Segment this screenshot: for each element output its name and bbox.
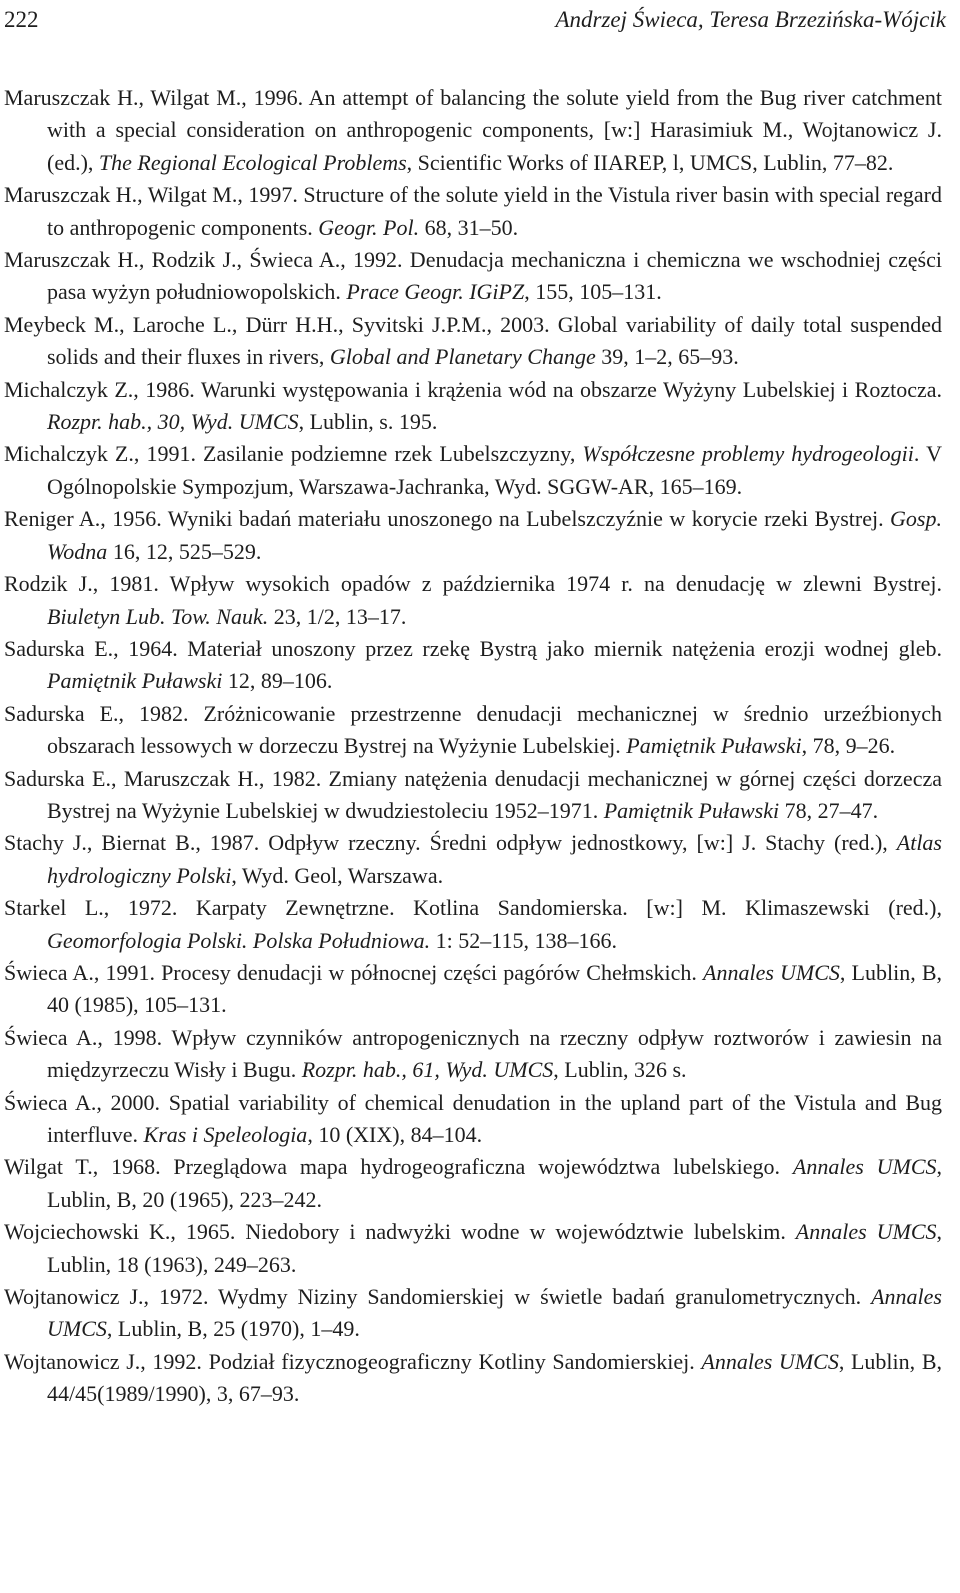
reference-italic-text: Geomorfologia Polski. Polska Południowa. bbox=[47, 927, 431, 953]
reference-entry bbox=[4, 374, 942, 439]
reference-text: , Lublin, B, 44/45(1989/1990), 3, 67–93. bbox=[47, 1348, 942, 1407]
reference-italic-text: Global and Planetary Change bbox=[329, 344, 596, 370]
reference-text: Stachy J., Biernat B., 1987. Odpływ rzeczny. Średni odpływ jednostkowy, [w:] J. Stachy (red.), bbox=[4, 830, 897, 856]
reference-italic-text: Pamiętnik Puławski bbox=[603, 797, 780, 823]
reference-text: Świeca A., 2000. Spatial variability of chemical denudation in the upland part of the Vistula and Bug interfluve. bbox=[4, 1089, 942, 1147]
reference-italic-text: Atlas hydrologiczny Polski bbox=[47, 830, 942, 888]
reference-entry bbox=[4, 82, 942, 179]
reference-entry bbox=[4, 1151, 942, 1216]
reference-text: Sadurska E., 1964. Materiał unoszony przez rzekę Bystrą jako miernik natężenia erozji wodnej gleb. bbox=[4, 635, 942, 661]
reference-text: Maruszczak H., Wilgat M., 1996. An attempt of balancing the solute yield from the Bug river catchment with a special consideration on anthropogenic components, [w:] Harasimiuk M., Wojtanowicz J. (ed.), bbox=[4, 85, 942, 175]
reference-text: Świeca A., 1998. Wpływ czynników antropogenicznych na rzeczny odpływ roztworów i zawiesin na międzyrzeczu Wisły i Bugu. bbox=[4, 1024, 942, 1083]
reference-text: Wojtanowicz J., 1972. Wydmy Niziny Sandomierskiej w świetle badań granulometrycznych. bbox=[4, 1284, 872, 1310]
reference-text: 1: 52–115, 138–166. bbox=[430, 927, 617, 953]
reference-text: Starkel L., 1972. Karpaty Zewnętrzne. Kotlina Sandomierska. [w:] M. Klimaszewski (red.), bbox=[4, 895, 942, 921]
reference-text: 16, 12, 525–529. bbox=[107, 538, 262, 564]
page-number: 222 bbox=[4, 7, 39, 32]
reference-text: , 78, 9–26. bbox=[801, 733, 896, 759]
reference-text: , Lublin, s. 195. bbox=[298, 409, 438, 435]
reference-text: , Lublin, B, 40 (1985), 105–131. bbox=[47, 959, 942, 1018]
reference-italic-text: Annales UMCS bbox=[792, 1154, 937, 1180]
reference-italic-text: Annales UMCS bbox=[795, 1219, 937, 1245]
reference-text: Maruszczak H., Rodzik J., Świeca A., 1992. Denudacja mechaniczna i chemiczna we wschodniej części pasa wyżyn południowopolskich. bbox=[4, 247, 942, 305]
reference-text: 12, 89–106. bbox=[222, 668, 333, 694]
running-title: Andrzej Świeca, Teresa Brzezińska-Wójcik bbox=[555, 7, 946, 32]
reference-italic-text: Annales UMCS bbox=[701, 1348, 839, 1374]
reference-italic-text: Annales UMCS bbox=[47, 1284, 942, 1342]
reference-text: , Lublin, B, 20 (1965), 223–242. bbox=[47, 1154, 942, 1212]
reference-entry bbox=[4, 1346, 942, 1411]
reference-text: , Scientific Works of IIAREP, l, UMCS, Lublin, 77–82. bbox=[406, 149, 894, 175]
reference-italic-text: Rozpr. hab., 30, Wyd. UMCS bbox=[47, 409, 299, 435]
page-header bbox=[4, 0, 946, 40]
reference-text: Sadurska E., 1982. Zróżnicowanie przestrzenne denudacji mechanicznej w średnio urzeźbionych obszarach lessowych w dorzeczu Bystrej na Wyżynie Lubelskiej. bbox=[4, 700, 942, 759]
reference-italic-text: Pamiętnik Puławski bbox=[47, 668, 223, 694]
reference-entry bbox=[4, 1087, 942, 1152]
reference-entry bbox=[4, 179, 942, 244]
reference-text: 23, 1/2, 13–17. bbox=[268, 603, 407, 629]
reference-text: Świeca A., 1991. Procesy denudacji w północnej części pagórów Chełmskich. bbox=[4, 959, 704, 985]
reference-text: 68, 31–50. bbox=[419, 214, 519, 240]
reference-text: Rodzik J., 1981. Wpływ wysokich opadów z października 1974 r. na denudację w zlewni Bystrej. bbox=[4, 571, 942, 597]
reference-entry bbox=[4, 568, 942, 633]
reference-italic-text: Pamiętnik Puławski bbox=[626, 733, 802, 759]
reference-text: Sadurska E., Maruszczak H., 1982. Zmiany natężenia denudacji mechanicznej w górnej części dorzecza Bystrej na Wyżynie Lubelskiej w dwudziestoleciu 1952–1971. bbox=[4, 765, 942, 823]
reference-entry bbox=[4, 244, 942, 309]
reference-italic-text: Gosp. Wodna bbox=[47, 506, 942, 564]
reference-text: . V Ogólnopolskie Sympozjum, Warszawa-Jachranka, Wyd. SGGW-AR, 165–169. bbox=[47, 441, 942, 499]
reference-italic-text: Geogr. Pol. bbox=[318, 214, 420, 240]
reference-text: , 155, 105–131. bbox=[524, 279, 662, 305]
reference-text: Wojtanowicz J., 1992. Podział fizycznogeograficzny Kotliny Sandomierskiej. bbox=[4, 1348, 702, 1374]
reference-text: Wilgat T., 1968. Przeglądowa mapa hydrogeograficzna województwa lubelskiego. bbox=[4, 1154, 793, 1180]
reference-entry bbox=[4, 698, 942, 763]
reference-text: 39, 1–2, 65–93. bbox=[595, 344, 739, 370]
reference-italic-text: Biuletyn Lub. Tow. Nauk. bbox=[47, 603, 269, 629]
reference-text: Maruszczak H., Wilgat M., 1997. Structure of the solute yield in the Vistula river basin with special regard to anthropogenic components. bbox=[4, 182, 942, 240]
reference-text: Michalczyk Z., 1986. Warunki występowania i krążenia wód na obszarze Wyżyny Lubelskiej i Roztocza. bbox=[4, 376, 942, 402]
reference-entry bbox=[4, 438, 942, 503]
reference-text: 78, 27–47. bbox=[779, 797, 879, 823]
reference-entry bbox=[4, 1022, 942, 1087]
reference-entry bbox=[4, 633, 942, 698]
reference-italic-text: Kras i Speleologia bbox=[143, 1122, 308, 1147]
reference-entry bbox=[4, 309, 942, 374]
reference-entry bbox=[4, 892, 942, 957]
reference-text: , Lublin, 18 (1963), 249–263. bbox=[47, 1219, 943, 1277]
reference-list bbox=[4, 82, 942, 1411]
reference-italic-text: Prace Geogr. IGiPZ bbox=[346, 279, 525, 305]
reference-text: Reniger A., 1956. Wyniki badań materiału unoszonego na Lubelszczyźnie w korycie rzeki Bystrej. bbox=[4, 506, 891, 532]
reference-entry bbox=[4, 827, 942, 892]
reference-entry bbox=[4, 957, 942, 1022]
reference-italic-text: The Regional Ecological Problems bbox=[98, 149, 407, 175]
reference-italic-text: Rozpr. hab., 61, Wyd. UMCS bbox=[301, 1057, 554, 1083]
reference-entry bbox=[4, 763, 942, 828]
reference-text: Michalczyk Z., 1991. Zasilanie podziemne rzek Lubelszczyzny, bbox=[4, 441, 583, 467]
reference-italic-text: Współczesne problemy hydrogeologii bbox=[582, 441, 914, 467]
reference-text: Meybeck M., Laroche L., Dürr H.H., Syvitski J.P.M., 2003. Global variability of daily total suspended solids and their fluxes in rivers, bbox=[4, 311, 942, 370]
reference-text: , Lublin, 326 s. bbox=[553, 1057, 687, 1083]
reference-entry bbox=[4, 503, 942, 568]
reference-text: , Lublin, B, 25 (1970), 1–49. bbox=[106, 1316, 360, 1342]
reference-text: , 10 (XIX), 84–104. bbox=[307, 1122, 483, 1147]
reference-entry bbox=[4, 1281, 942, 1346]
reference-entry bbox=[4, 1216, 942, 1281]
reference-text: Wojciechowski K., 1965. Niedobory i nadwyżki wodne w województwie lubelskim. bbox=[4, 1219, 796, 1245]
reference-text: , Wyd. Geol, Warszawa. bbox=[231, 862, 444, 888]
reference-italic-text: Annales UMCS bbox=[703, 959, 840, 985]
